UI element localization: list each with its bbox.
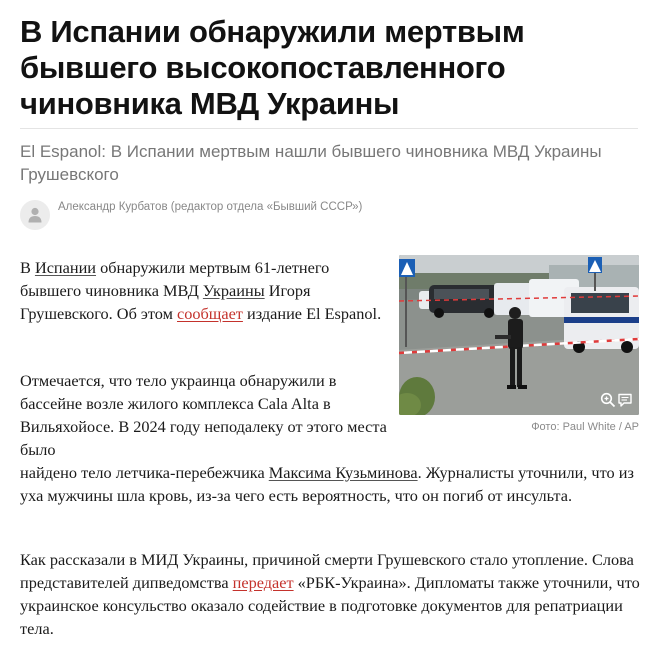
- photo-caption: Фото: Paul White / AP: [531, 421, 639, 433]
- link-source[interactable]: сообщает: [177, 304, 243, 323]
- author-name[interactable]: Александр Курбатов (редактор отдела «Бывший СССР»): [58, 201, 363, 213]
- paragraph-2: [20, 369, 640, 507]
- paragraph-1: [20, 256, 640, 325]
- author-block[interactable]: [20, 198, 420, 232]
- link-rbc[interactable]: передает: [232, 573, 294, 592]
- text: издание El Espanol.: [242, 304, 382, 323]
- text: . Журналисты уточнили, что из уха мужчины шла кровь, из-за чего есть вероятность, что он погиб от инсульта.: [20, 463, 634, 505]
- link-ukraine[interactable]: Украины: [202, 281, 265, 300]
- link-spain[interactable]: Испании: [34, 258, 97, 277]
- text: Как рассказали в МИД Украины, причиной смерти Грушевского стало утопление. Слова представителей дипведомства: [20, 550, 634, 592]
- text: обнаружили мертвым 61-летнего бывшего чиновника МВД: [20, 258, 330, 300]
- text: Отмечается, что тело украинца обнаружили в бассейне возле жилого комплекса Cala Alta в Вильяхойосе. В 2024 году неподалеку от этого места было: [20, 371, 387, 459]
- text: «РБК-Украина». Дипломаты также уточнили, что украинское консульство оказало содействие в подготовке документов для репатриации тела.: [20, 573, 640, 638]
- user-icon: [28, 207, 42, 223]
- article-headline: В Испании обнаружили мертвым бывшего высокопоставленного чиновника МВД Украины: [20, 14, 525, 121]
- divider: [20, 128, 638, 129]
- text: Игоря Грушевского. Об этом: [20, 281, 311, 323]
- article-subtitle: El Espanol: В Испании мертвым нашли бывшего чиновника МВД Украины Грушевского: [20, 142, 602, 184]
- text: найдено тело летчика-перебежчика: [20, 463, 269, 482]
- avatar: [20, 200, 50, 230]
- paragraph-3: [20, 548, 640, 640]
- text: В: [20, 258, 35, 277]
- link-kuzminov[interactable]: Максима Кузьминова: [268, 463, 418, 482]
